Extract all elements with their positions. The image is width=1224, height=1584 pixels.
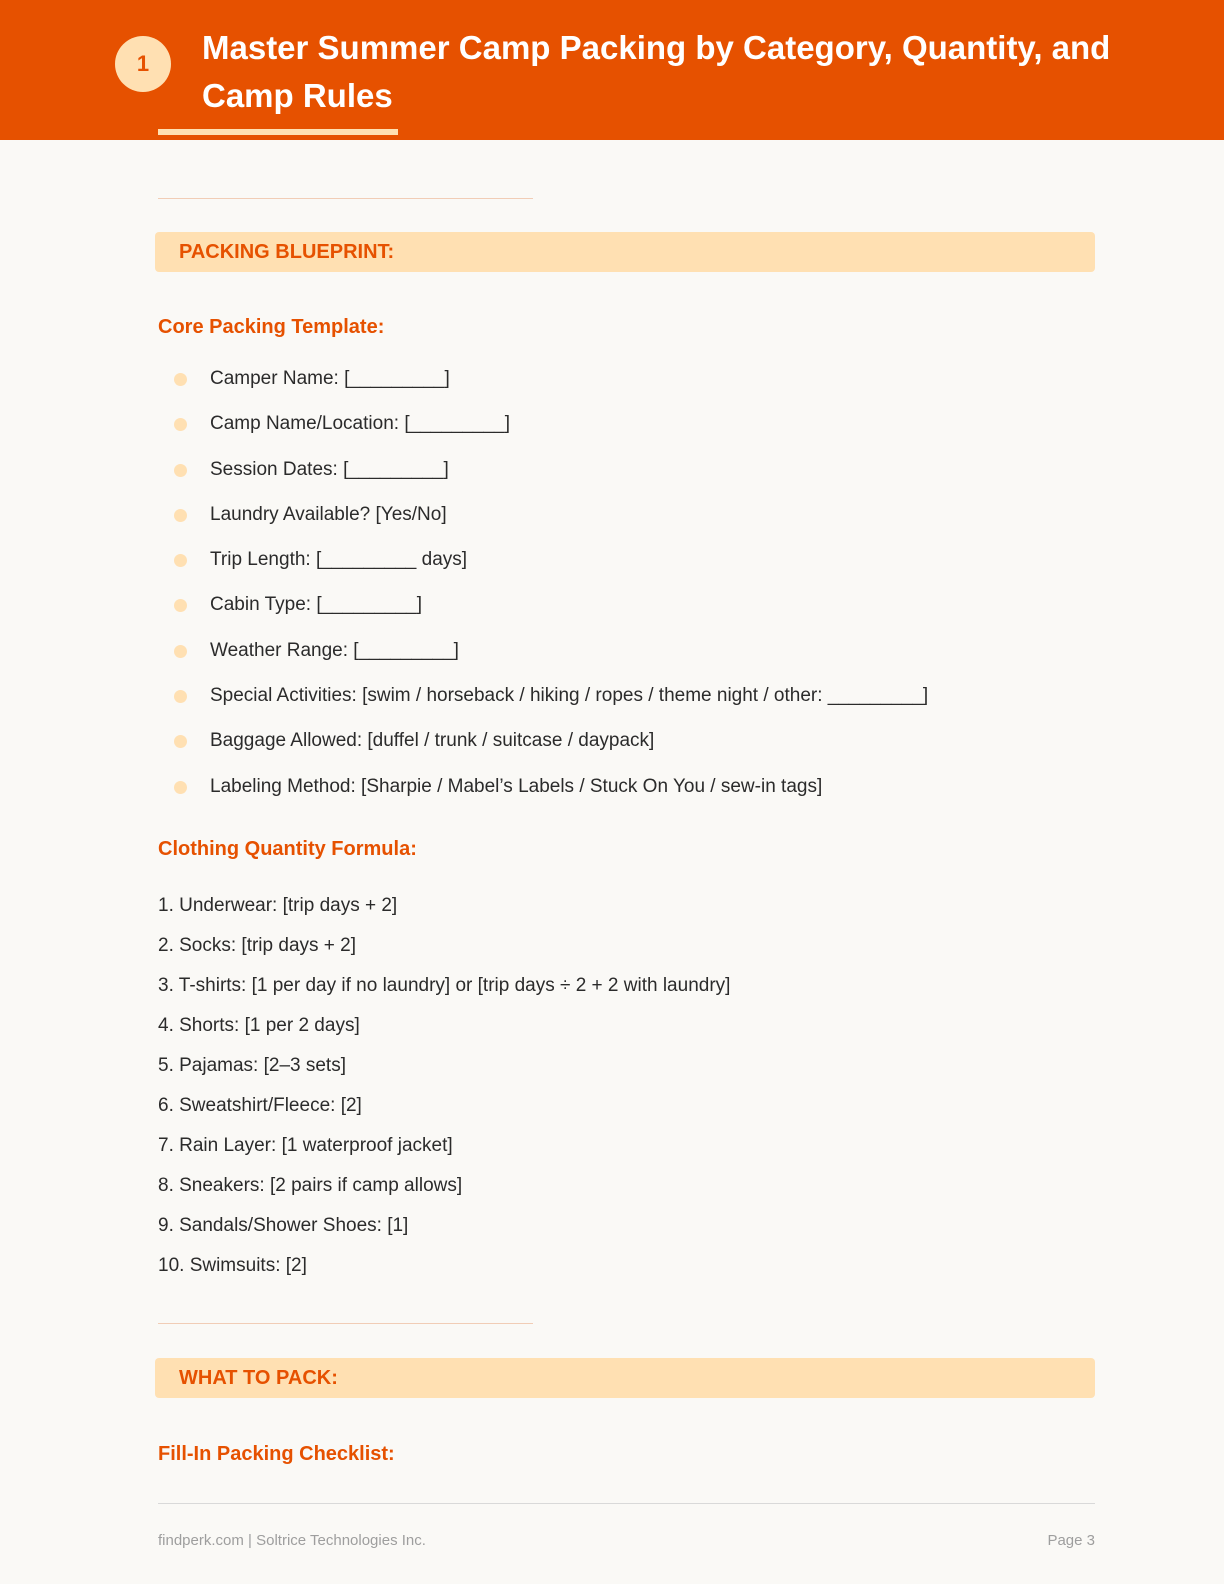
list-item xyxy=(158,772,928,817)
bullet-dot-icon xyxy=(174,464,187,477)
list-item-text: Weather Range: [_________] xyxy=(210,639,459,661)
bullet-dot-icon xyxy=(174,690,187,703)
list-item: 10. Swimsuits: [2] xyxy=(158,1255,307,1276)
page-number: Page 3 xyxy=(1047,1532,1095,1549)
list-item: 2. Socks: [trip days + 2] xyxy=(158,935,357,956)
list-item-text: Trip Length: [_________ days] xyxy=(210,549,468,571)
list-item: 1. Underwear: [trip days + 2] xyxy=(158,895,398,916)
list-item: 8. Sneakers: [2 pairs if camp allows] xyxy=(158,1175,463,1196)
page-header xyxy=(0,0,1224,140)
section-banner-what-to-pack: WHAT TO PACK: xyxy=(155,1358,1095,1398)
list-item-text: Labeling Method: [Sharpie / Mabel’s Labels / Stuck On You / sew-in tags] xyxy=(210,775,823,797)
section-divider xyxy=(158,1323,533,1324)
list-item-text: Session Dates: [_________] xyxy=(210,458,449,480)
list-item xyxy=(158,500,928,545)
list-item xyxy=(158,590,928,635)
section-banner-packing-blueprint: PACKING BLUEPRINT: xyxy=(155,232,1095,272)
list-item-text: Camp Name/Location: [_________] xyxy=(210,413,510,435)
bullet-dot-icon xyxy=(174,509,187,522)
bullet-dot-icon xyxy=(174,599,187,612)
core-packing-template-heading: Core Packing Template: xyxy=(158,316,385,338)
title-underline xyxy=(158,129,398,135)
list-item-text: Special Activities: [swim / horseback / hiking / ropes / theme night / other: _________] xyxy=(210,685,929,707)
section-divider xyxy=(158,198,533,199)
list-item: 6. Sweatshirt/Fleece: [2] xyxy=(158,1095,362,1116)
bullet-dot-icon xyxy=(174,554,187,567)
list-item-text: Camper Name: [_________] xyxy=(210,368,450,389)
list-item-text: Laundry Available? [Yes/No] xyxy=(210,503,447,525)
footer-source: findperk.com | Soltrice Technologies Inc. xyxy=(158,1532,426,1549)
bullet-dot-icon xyxy=(174,735,187,748)
bullet-dot-icon xyxy=(174,781,187,794)
list-item: 4. Shorts: [1 per 2 days] xyxy=(158,1015,360,1036)
list-item-text: Cabin Type: [_________] xyxy=(210,594,422,616)
core-packing-template-list xyxy=(158,364,928,817)
clothing-quantity-list xyxy=(158,891,730,1291)
list-item-text: Baggage Allowed: [duffel / trunk / suitcase / daypack] xyxy=(210,730,655,752)
list-item: 7. Rain Layer: [1 waterproof jacket] xyxy=(158,1135,453,1156)
fill-in-checklist-heading: Fill-In Packing Checklist: xyxy=(158,1443,395,1465)
footer-divider xyxy=(158,1503,1095,1504)
bullet-dot-icon xyxy=(174,418,187,431)
list-item: 5. Pajamas: [2–3 sets] xyxy=(158,1055,346,1076)
list-item xyxy=(158,364,928,409)
list-item xyxy=(158,636,928,681)
bullet-dot-icon xyxy=(174,373,187,386)
clothing-quantity-formula-heading: Clothing Quantity Formula: xyxy=(158,838,417,860)
page-title: Master Summer Camp Packing by Category, Quantity, and Camp Rules xyxy=(202,29,1111,114)
list-item xyxy=(158,681,928,726)
step-number-badge: 1 xyxy=(115,36,171,92)
list-item: 9. Sandals/Shower Shoes: [1] xyxy=(158,1215,409,1236)
list-item: 3. T-shirts: [1 per day if no laundry] or [trip days ÷ 2 + 2 with laundry] xyxy=(158,975,731,996)
list-item xyxy=(158,455,928,500)
list-item xyxy=(158,545,928,590)
bullet-dot-icon xyxy=(174,645,187,658)
list-item xyxy=(158,409,928,454)
list-item xyxy=(158,726,928,771)
